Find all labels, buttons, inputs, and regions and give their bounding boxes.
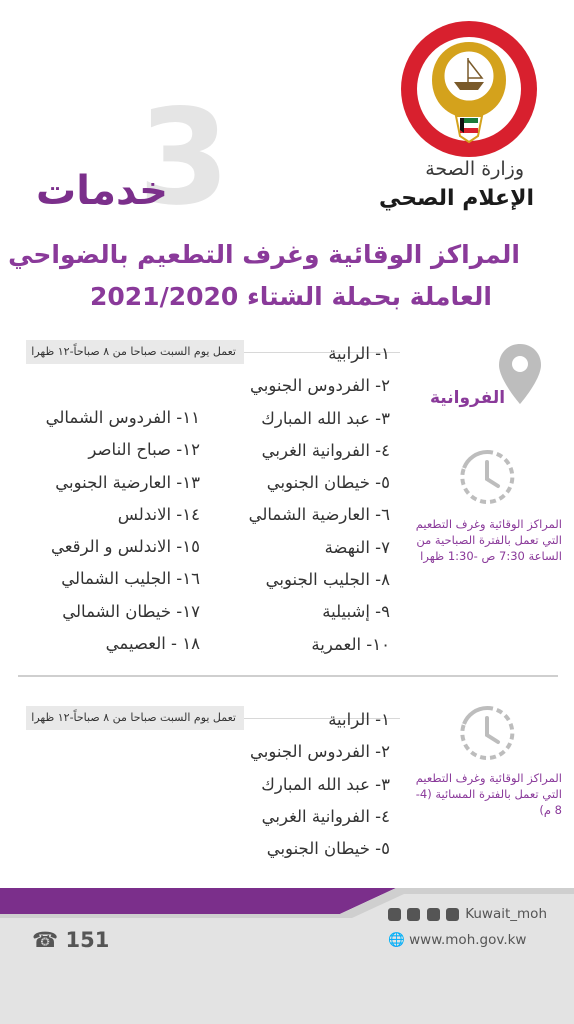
list-item: ٥- خيطان الجنوبي — [266, 473, 390, 493]
globe-icon: 🌐 — [388, 932, 405, 948]
list-item: ١٠- العمرية — [311, 634, 390, 654]
list-item: ٦- العارضية الشمالي — [248, 505, 390, 525]
list-item: ١٨ - العصيمي — [105, 634, 200, 654]
list-item: ١- الرابية — [328, 344, 390, 363]
list-item: ٤- الفروانية الغربي — [261, 806, 390, 826]
ministry-logo — [398, 18, 540, 160]
ministry-name: وزارة الصحة — [425, 158, 524, 180]
clock-icon — [456, 702, 518, 764]
list-item: ٧- النهضة — [324, 537, 390, 557]
evening-centers-list — [190, 704, 390, 865]
youtube-icon[interactable] — [446, 908, 459, 921]
list-item: ٩- إشبيلية — [322, 602, 390, 622]
list-item: ٨- الجليب الجنوبي — [265, 570, 390, 590]
list-item: ٣- عبد الله المبارك — [261, 408, 390, 428]
list-item: ١٤- الاندلس — [117, 504, 200, 524]
region-name: الفروانية — [430, 388, 506, 408]
social-handle[interactable]: Kuwait_moh — [465, 906, 547, 922]
clock-icon — [456, 446, 518, 508]
morning-hours-note: المراكز الوقائية وغرف التطعيم التي تعمل بالفترة الصباحية من الساعة 7:30 ص -1:30 ظهرا — [415, 517, 562, 563]
facebook-icon[interactable] — [388, 908, 401, 921]
list-item: ١١- الفردوس الشمالي — [45, 408, 200, 427]
list-item: ٣- عبد الله المبارك — [261, 774, 390, 794]
list-item: ٢- الفردوس الجنوبي — [250, 742, 390, 762]
morning-centers-list-right — [190, 338, 390, 661]
list-item: ١٣- العارضية الجنوبي — [55, 472, 200, 492]
list-item: ١٢- صباح الناصر — [88, 440, 200, 460]
services-word: خدمات — [36, 168, 168, 214]
morning-centers-list-left — [0, 402, 200, 660]
page-title-line2: العاملة بحملة الشتاء 2021/2020 — [89, 282, 492, 311]
department-name: الإعلام الصحي — [378, 186, 534, 211]
website-link[interactable] — [388, 932, 526, 948]
list-item: ٥- خيطان الجنوبي — [266, 839, 390, 859]
list-item: ١٦- الجليب الشمالي — [61, 569, 200, 589]
saturday-schedule-badge: تعمل يوم السبت صباحا من ٨ صباحاً-١٢ ظهرا — [26, 706, 244, 730]
twitter-icon[interactable] — [427, 908, 440, 921]
list-item: ١٧- خيطان الشمالي — [62, 601, 200, 621]
social-links[interactable] — [388, 906, 547, 922]
services-count: 3 — [138, 81, 230, 235]
list-item: ١- الرابية — [328, 710, 390, 729]
website-url[interactable]: www.moh.gov.kw — [409, 932, 527, 948]
section-divider — [18, 675, 558, 677]
saturday-schedule-badge: تعمل يوم السبت صباحا من ٨ صباحاً-١٢ ظهرا — [26, 340, 244, 364]
hotline-number[interactable]: 151 — [65, 928, 110, 952]
phone-icon: ☎ — [32, 928, 59, 952]
list-item: ١٥- الاندلس و الرقعي — [50, 537, 200, 557]
list-item: ٢- الفردوس الجنوبي — [250, 376, 390, 396]
page-title-line1: المراكز الوقائية وغرف التطعيم بالضواحي — [8, 240, 520, 269]
instagram-icon[interactable] — [407, 908, 420, 921]
list-item: ٤- الفروانية الغربي — [261, 440, 390, 460]
evening-hours-note: المراكز الوقائية وغرف التطعيم التي تعمل بالفترة المسائية (4-8 م) — [415, 771, 562, 817]
hotline[interactable] — [32, 928, 109, 952]
